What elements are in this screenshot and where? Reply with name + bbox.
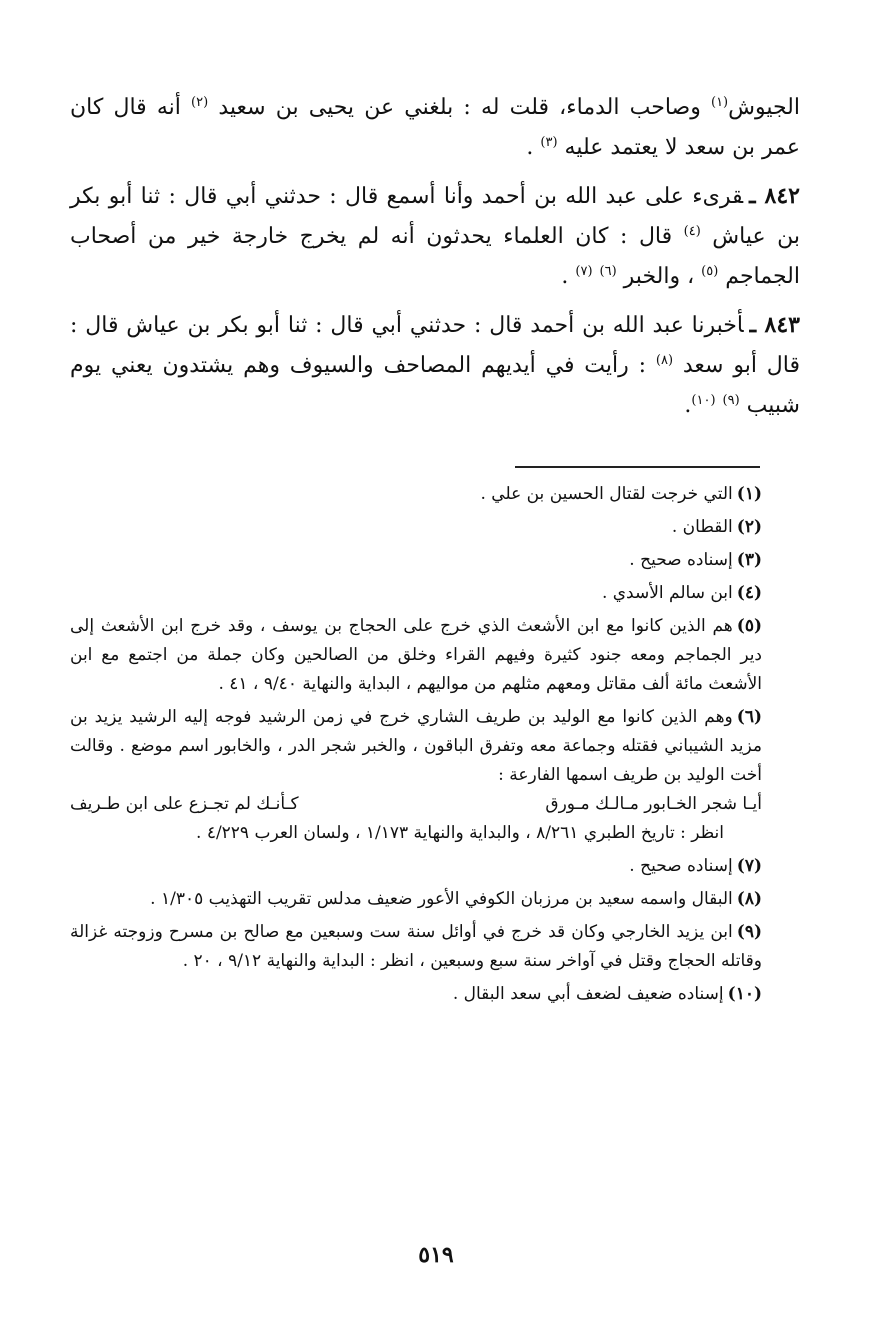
footnote-text: التي خرجت لقتال الحسين بن علي .: [480, 484, 733, 504]
footnote-ref: (٨): [655, 353, 674, 368]
footnote-text: إسناده صحيح .: [629, 856, 733, 876]
footnote-ref: (٢): [191, 95, 209, 110]
footnote-2: [70, 513, 762, 542]
text-run: : رأيت في أيديهم المصاحف والسيوف وهم يشتدون يعني يوم شبيب: [70, 353, 800, 418]
paragraph-number: ٨٤٢ ـ: [749, 183, 800, 209]
footnote-7: [70, 852, 762, 881]
text-run: الجيوش: [728, 95, 801, 120]
footnote-text: القطان .: [671, 517, 733, 537]
footnote-5: [70, 612, 762, 699]
footnote-number: (٤): [736, 583, 762, 603]
footnote-number: (١٠): [727, 984, 762, 1004]
footnote-10: [70, 980, 762, 1009]
footnote-number: (٦): [736, 707, 762, 727]
text-run: قال : كان العلماء يحدثون أنه لم يخرج خارجة خير من أصحاب الجماجم: [70, 224, 800, 289]
footnote-6-reference: انظر : تاريخ الطبري ٨/٢٦١ ، والبداية والنهاية ١/١٧٣ ، ولسان العرب ٤/٢٢٩ .: [196, 823, 724, 843]
verse-second-hemistich: كـأنـك لم تجـزع على ابن طـريف: [70, 794, 299, 814]
footnote-ref: (٥): [701, 264, 719, 279]
text-run: قرىء على عبد الله بن أحمد وأنا أسمع قال : حدثني أبي قال : ثنا أبو بكر بن عياش: [70, 184, 800, 249]
text-run: أنه قال كان عمر بن سعد لا يعتمد عليه: [70, 95, 800, 160]
footnote-text: وهم الذين كانوا مع الوليد بن طريف الشاري خرج في زمن الرشيد فوجه إليه الرشيد يزيد بن مزيد الشيباني فقتله وجماعة معه وتفرق الباقون ، والخبر شجر الدر ، والخابور اسم موضع . وقالت أخت الوليد بن طريف اسمها الفارعة :: [70, 707, 762, 785]
page-number: ٥١٩: [418, 1242, 454, 1268]
footnotes: [70, 480, 762, 1013]
text-run: ، والخبر: [616, 264, 702, 289]
footnote-ref: (١٠): [691, 393, 716, 408]
footnote-number: (٢): [736, 517, 762, 537]
footnote-text: ابن سالم الأسدي .: [601, 583, 733, 603]
text-run: أخبرنا عبد الله بن أحمد قال : حدثني أبي قال : ثنا أبو بكر بن عياش قال : قال أبو سعد: [70, 313, 800, 378]
footnote-number: (٩): [736, 922, 762, 942]
footnote-text: البقال واسمه سعيد بن مرزبان الكوفي الأعور ضعيف مدلس تقريب التهذيب ١/٣٠٥ .: [150, 889, 733, 909]
text-run: .: [561, 264, 576, 289]
footnote-8: [70, 885, 762, 914]
main-text: [70, 88, 800, 434]
footnote-ref: (٤): [683, 224, 701, 239]
footnote-9: [70, 918, 762, 976]
footnote-text: إسناده صحيح .: [629, 550, 733, 570]
paragraph-number: ٨٤٣ ـ: [749, 312, 800, 338]
text-run: وصاحب الدماء، قلت له : بلغني عن يحيى بن سعيد: [208, 95, 711, 120]
verse-first-hemistich: أيـا شجر الخـابور مـالـك مـورق: [545, 794, 762, 814]
footnote-3: [70, 546, 762, 575]
footnote-ref: (٦): [599, 264, 617, 279]
footnote-number: (٥): [736, 616, 762, 636]
text-run: .: [526, 135, 541, 160]
footnote-1: [70, 480, 762, 509]
footnote-number: (١): [736, 484, 762, 504]
footnote-text: ابن يزيد الخارجي وكان قد خرج في أوائل سنة ست وسبعين مع صالح بن مسرح وزوجته غزالة وقاتله الحجاج وقتل في آواخر سنة سبع وسبعين ، انظر : البداية والنهاية ٩/١٢ ، ٢٠ .: [70, 922, 762, 971]
paragraph-843: [70, 305, 800, 426]
footnote-ref: (١): [710, 95, 729, 110]
footnote-4: [70, 579, 762, 608]
text-run: .: [684, 393, 692, 418]
paragraph-842: [70, 176, 800, 297]
footnote-ref: (٩): [722, 393, 740, 408]
footnote-text: هم الذين كانوا مع ابن الأشعث الذي خرج على الحجاج بن يوسف ، وقد خرج ابن الأشعث إلى دير الجماجم ومعه جنود كثيرة وفيهم القراء وخلق من الصالحين وكان جملة من اجتمع مع ابن الأشعث مائة ألف مقاتل ومعهم مثلهم من مواليهم ، البداية والنهاية ٩/٤٠ ، ٤١ .: [70, 616, 762, 694]
footnote-ref: (٣): [540, 135, 558, 150]
footnote-6: [70, 703, 762, 790]
footnote-number: (٨): [736, 889, 762, 909]
footnote-number: (٧): [736, 856, 762, 876]
footnote-divider: [515, 466, 760, 468]
footnote-text: إسناده ضعيف لضعف أبي سعد البقال .: [452, 984, 724, 1004]
footnote-number: (٣): [736, 550, 762, 570]
poetry-verse: [70, 790, 762, 819]
paragraph-continued: [70, 88, 800, 168]
footnote-ref: (٧): [575, 264, 593, 279]
